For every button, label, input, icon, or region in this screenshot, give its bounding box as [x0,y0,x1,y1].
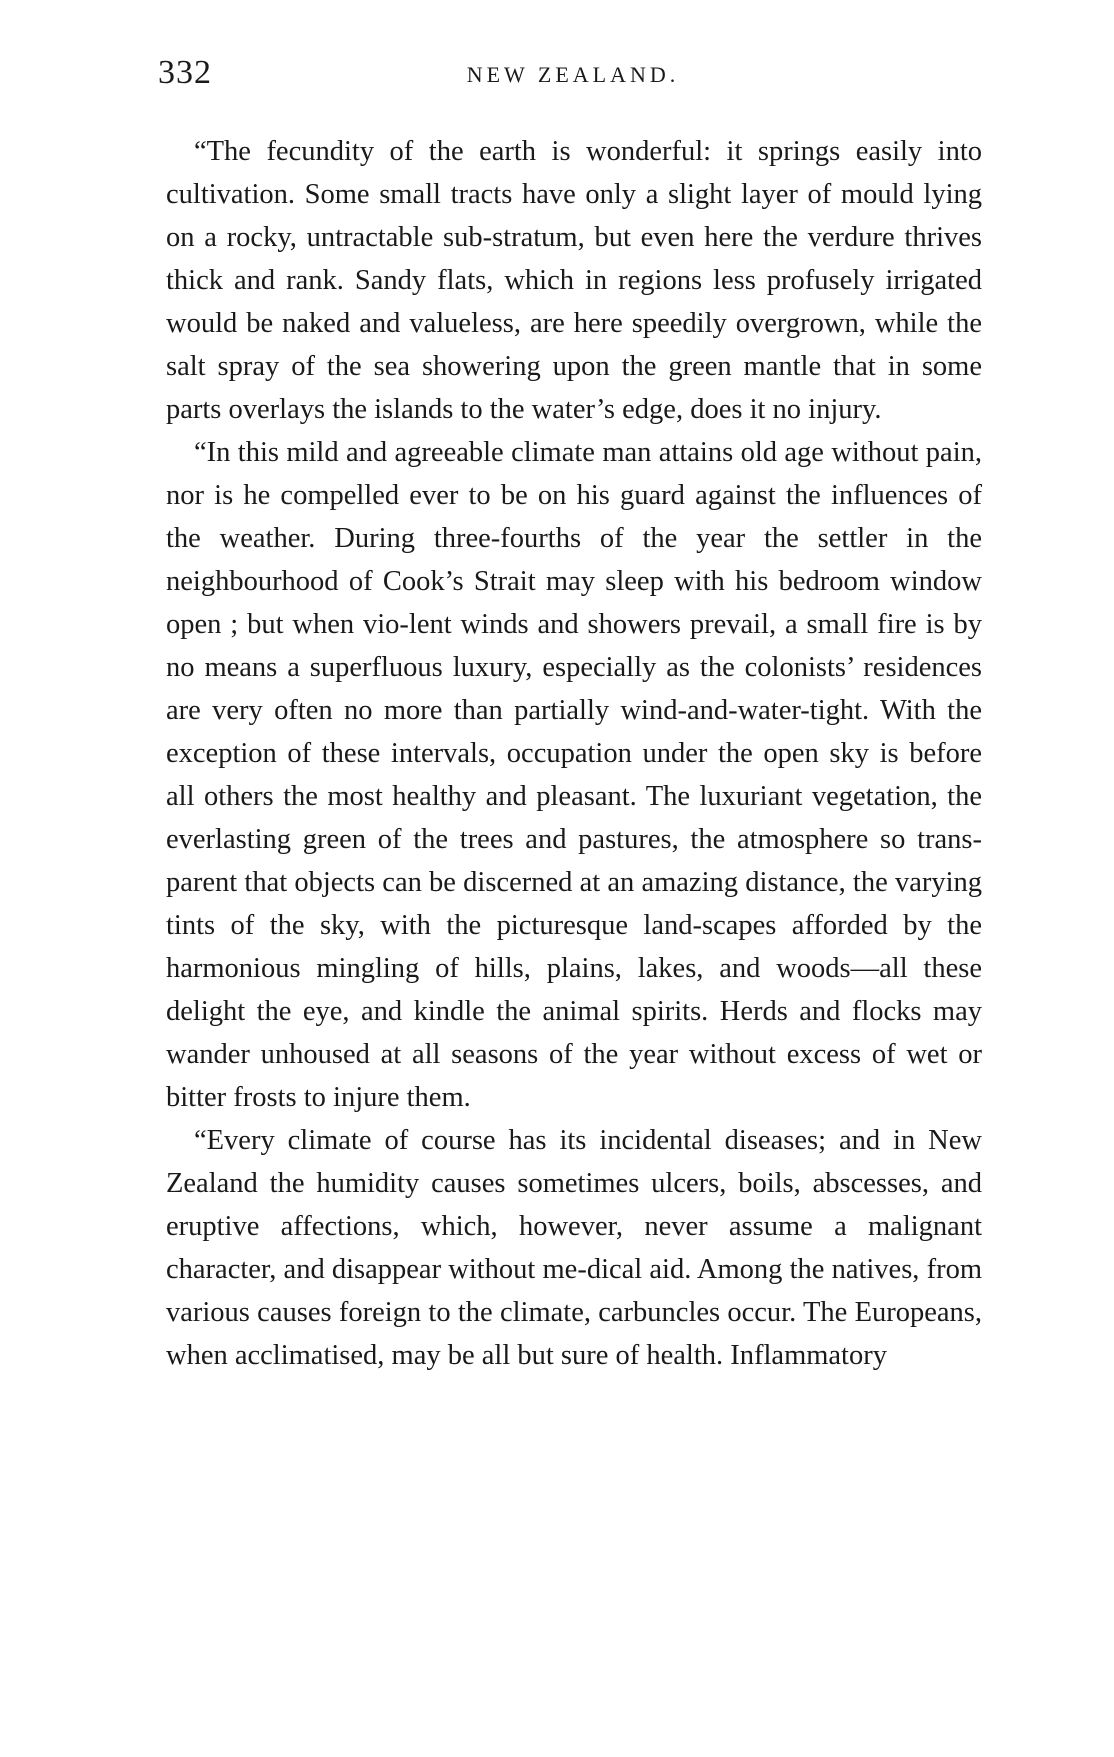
body-text [166,130,982,1377]
running-title: NEW ZEALAND. [466,62,680,87]
paragraph-diseases: “Every climate of course has its incidental diseases; and in New Zealand the humidity causes sometimes ulcers, boils, abscesses, and eruptive affections, which, however, never assume a malignant character, and disappear without me-dical aid. Among the natives, from various causes foreign to the climate, carbuncles occur. The Europeans, when acclimatised, may be all but sure of health. Inflammatory [166,1125,982,1371]
paragraph-fecundity: “The fecundity of the earth is wonderful: it springs easily into cultivation. Some small tracts have only a slight layer of mould lying on a rocky, untractable sub-stratum, but even here the verdure thrives thick and rank. Sandy flats, which in regions less profusely irrigated would be naked and valueless, are here speedily overgrown, while the salt spray of the sea showering upon the green mantle that in some parts overlays the islands to the water’s edge, does it no injury. [166,136,982,425]
paragraph-climate: “In this mild and agreeable climate man attains old age without pain, nor is he compelled ever to be on his guard against the influences of the weather. During three-fourths of the year the settler in the neighbourhood of Cook’s Strait may sleep with his bedroom window open ; but when vio-lent winds and showers prevail, a small fire is by no means a superfluous luxury, especially as the colonists’ residences are very often no more than partially wind-and-water-tight. With the exception of these intervals, occupation under the open sky is before all others the most healthy and pleasant. The luxuriant vegetation, the everlasting green of the trees and pastures, the atmosphere so trans-parent that objects can be discerned at an amazing distance, the varying tints of the sky, with the picturesque land-scapes afforded by the harmonious mingling of hills, plains, lakes, and woods—all these delight the eye, and kindle the animal spirits. Herds and flocks may wander unhoused at all seasons of the year without excess of wet or bitter frosts to injure them. [166,437,982,1113]
page-number: 332 [158,54,212,91]
page-header [158,54,988,98]
